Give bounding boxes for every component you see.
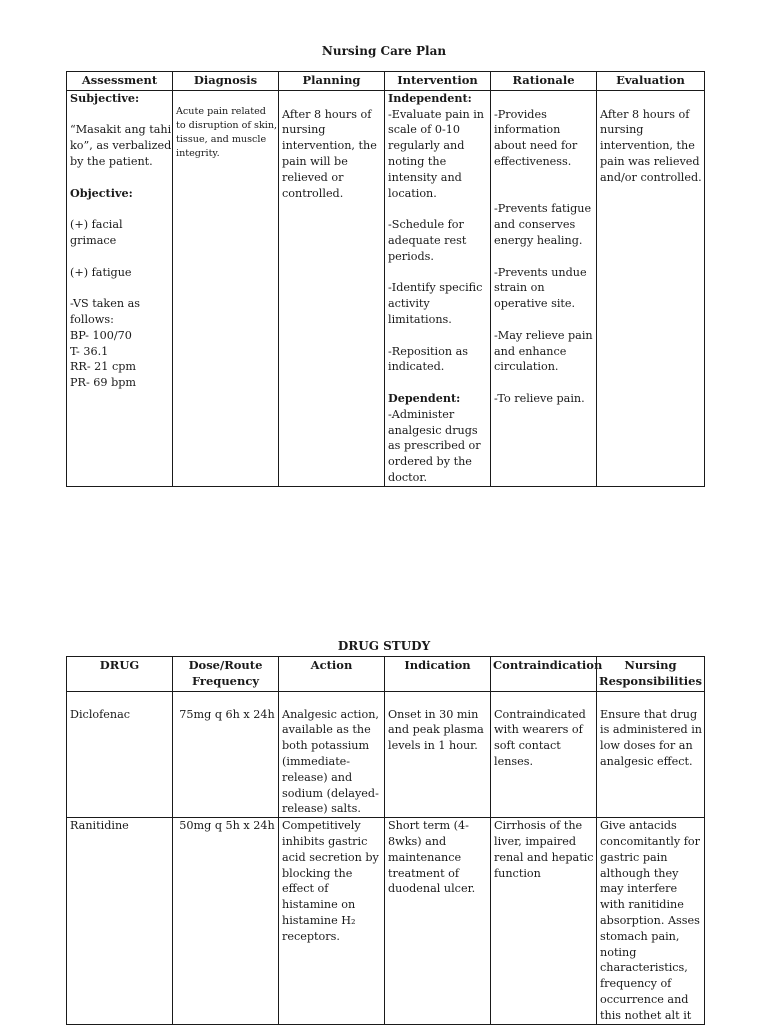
diagnosis-text: Acute pain related to disruption of skin, tissue, and muscle integrity.: [176, 105, 278, 159]
drug-study-table: [66, 656, 705, 1025]
vs-intro: -VS taken as follows:: [70, 297, 141, 326]
drug-name: Diclofenac: [70, 707, 131, 721]
rationale-item: -Prevents undue strain on operative site.: [494, 265, 587, 311]
assessment-cell: [67, 90, 173, 486]
drug-action: Analgesic action, available as the both potassium (immediate-release) and sodium (delayed-release) salts.: [282, 707, 379, 816]
header-evaluation: Evaluation: [597, 72, 705, 91]
intervention-item: -Reposition as indicated.: [388, 344, 469, 374]
drug-study-header-row: [67, 657, 705, 692]
drug-responsibilities: Give antacids concomitantly for gastric pain although they may interfere with ranitidine absorption. Asses stomach pain, noting characteristics, frequency of occurrence and this nothet alt it: [600, 819, 700, 1022]
diagnosis-cell: [173, 90, 279, 486]
header-dose: Dose/Route Frequency: [173, 657, 279, 692]
care-plan-table: [66, 71, 705, 487]
drug-action-cell: [279, 818, 385, 1024]
drug-responsibilities-cell: [597, 818, 705, 1024]
intervention-cell: [385, 90, 491, 486]
objective-item: (+) facial grimace: [70, 218, 123, 247]
header-intervention: Intervention: [385, 72, 491, 91]
vs-item: RR- 21 cpm: [70, 360, 137, 374]
vs-item: T- 36.1: [70, 344, 109, 358]
intervention-item: -Administer analgesic drugs as prescribed or ordered by the doctor.: [388, 407, 481, 484]
care-plan-row: [67, 90, 705, 486]
intervention-item: -Schedule for adequate rest periods.: [388, 218, 467, 263]
evaluation-text: After 8 hours of nursing intervention, the pain was relieved and/or controlled.: [600, 107, 702, 184]
rationale-item: -To relieve pain.: [494, 391, 585, 405]
drug-contraindication: Contraindicated with wearers of soft contact lenses.: [494, 707, 586, 768]
rationale-item: -Prevents fatigue and conserves energy healing.: [494, 202, 592, 247]
drug-action-cell: [279, 691, 385, 818]
drug-action: Competitively inhibits gastric acid secretion by blocking the effect of histamine on histamine H₂ receptors.: [282, 819, 379, 943]
drug-responsibilities: Ensure that drug is administered in low doses for an analgesic effect.: [600, 707, 703, 768]
evaluation-cell: [597, 90, 705, 486]
header-planning: Planning: [279, 72, 385, 91]
drug-dose-cell: [173, 818, 279, 1024]
care-plan-header-row: [67, 72, 705, 91]
independent-label: Independent:: [388, 90, 472, 105]
drug-contraindication: Cirrhosis of the liver, impaired renal and hepatic function: [494, 819, 594, 880]
drug-indication: Short term (4-8wks) and maintenance treatment of duodenal ulcer.: [388, 819, 476, 896]
subjective-label: Subjective:: [70, 90, 140, 105]
drug-dose: 75mg q 6h x 24h: [179, 707, 275, 721]
subjective-text: “Masakit ang tahi ko”, as verbalized by the patient.: [70, 123, 172, 168]
rationale-item: -Provides information about need for effectiveness.: [494, 107, 578, 168]
vs-item: PR- 69 bpm: [70, 376, 137, 390]
intervention-item: -Identify specific activity limitations.: [388, 281, 483, 326]
intervention-item: -Evaluate pain in scale of 0-10 regularly and noting the intensity and location.: [388, 107, 485, 200]
header-responsibilities: Nursing Responsibilities: [597, 657, 705, 692]
header-rationale: Rationale: [491, 72, 597, 91]
header-contraindication: Contraindication: [491, 657, 597, 692]
drug-name-cell: [67, 691, 173, 818]
drug-contraindication-cell: [491, 691, 597, 818]
drug-contraindication-cell: [491, 818, 597, 1024]
drug-row: [67, 818, 705, 1024]
header-assessment: Assessment: [67, 72, 173, 91]
drug-study-title: DRUG STUDY: [337, 639, 431, 653]
drug-name-cell: [67, 818, 173, 1024]
vs-item: BP- 100/70: [70, 328, 132, 342]
dependent-label: Dependent:: [388, 390, 461, 405]
planning-cell: [279, 90, 385, 486]
header-drug: DRUG: [67, 657, 173, 692]
drug-row: [67, 691, 705, 818]
rationale-item: -May relieve pain and enhance circulation.: [494, 328, 593, 374]
drug-indication-cell: [385, 818, 491, 1024]
drug-name: Ranitidine: [70, 819, 129, 833]
header-indication: Indication: [385, 657, 491, 692]
drug-responsibilities-cell: [597, 691, 705, 818]
care-plan-title: Nursing Care Plan: [321, 44, 447, 58]
objective-item: (+) fatigue: [70, 265, 132, 279]
drug-dose-cell: [173, 691, 279, 818]
objective-label: Objective:: [70, 185, 133, 200]
header-diagnosis: Diagnosis: [173, 72, 279, 91]
header-action: Action: [279, 657, 385, 692]
rationale-cell: [491, 90, 597, 486]
planning-text: After 8 hours of nursing intervention, the pain will be relieved or controlled.: [282, 107, 377, 200]
drug-indication: Onset in 30 min and peak plasma levels in 1 hour.: [388, 707, 484, 753]
drug-dose: 50mg q 5h x 24h: [179, 819, 275, 833]
drug-indication-cell: [385, 691, 491, 818]
